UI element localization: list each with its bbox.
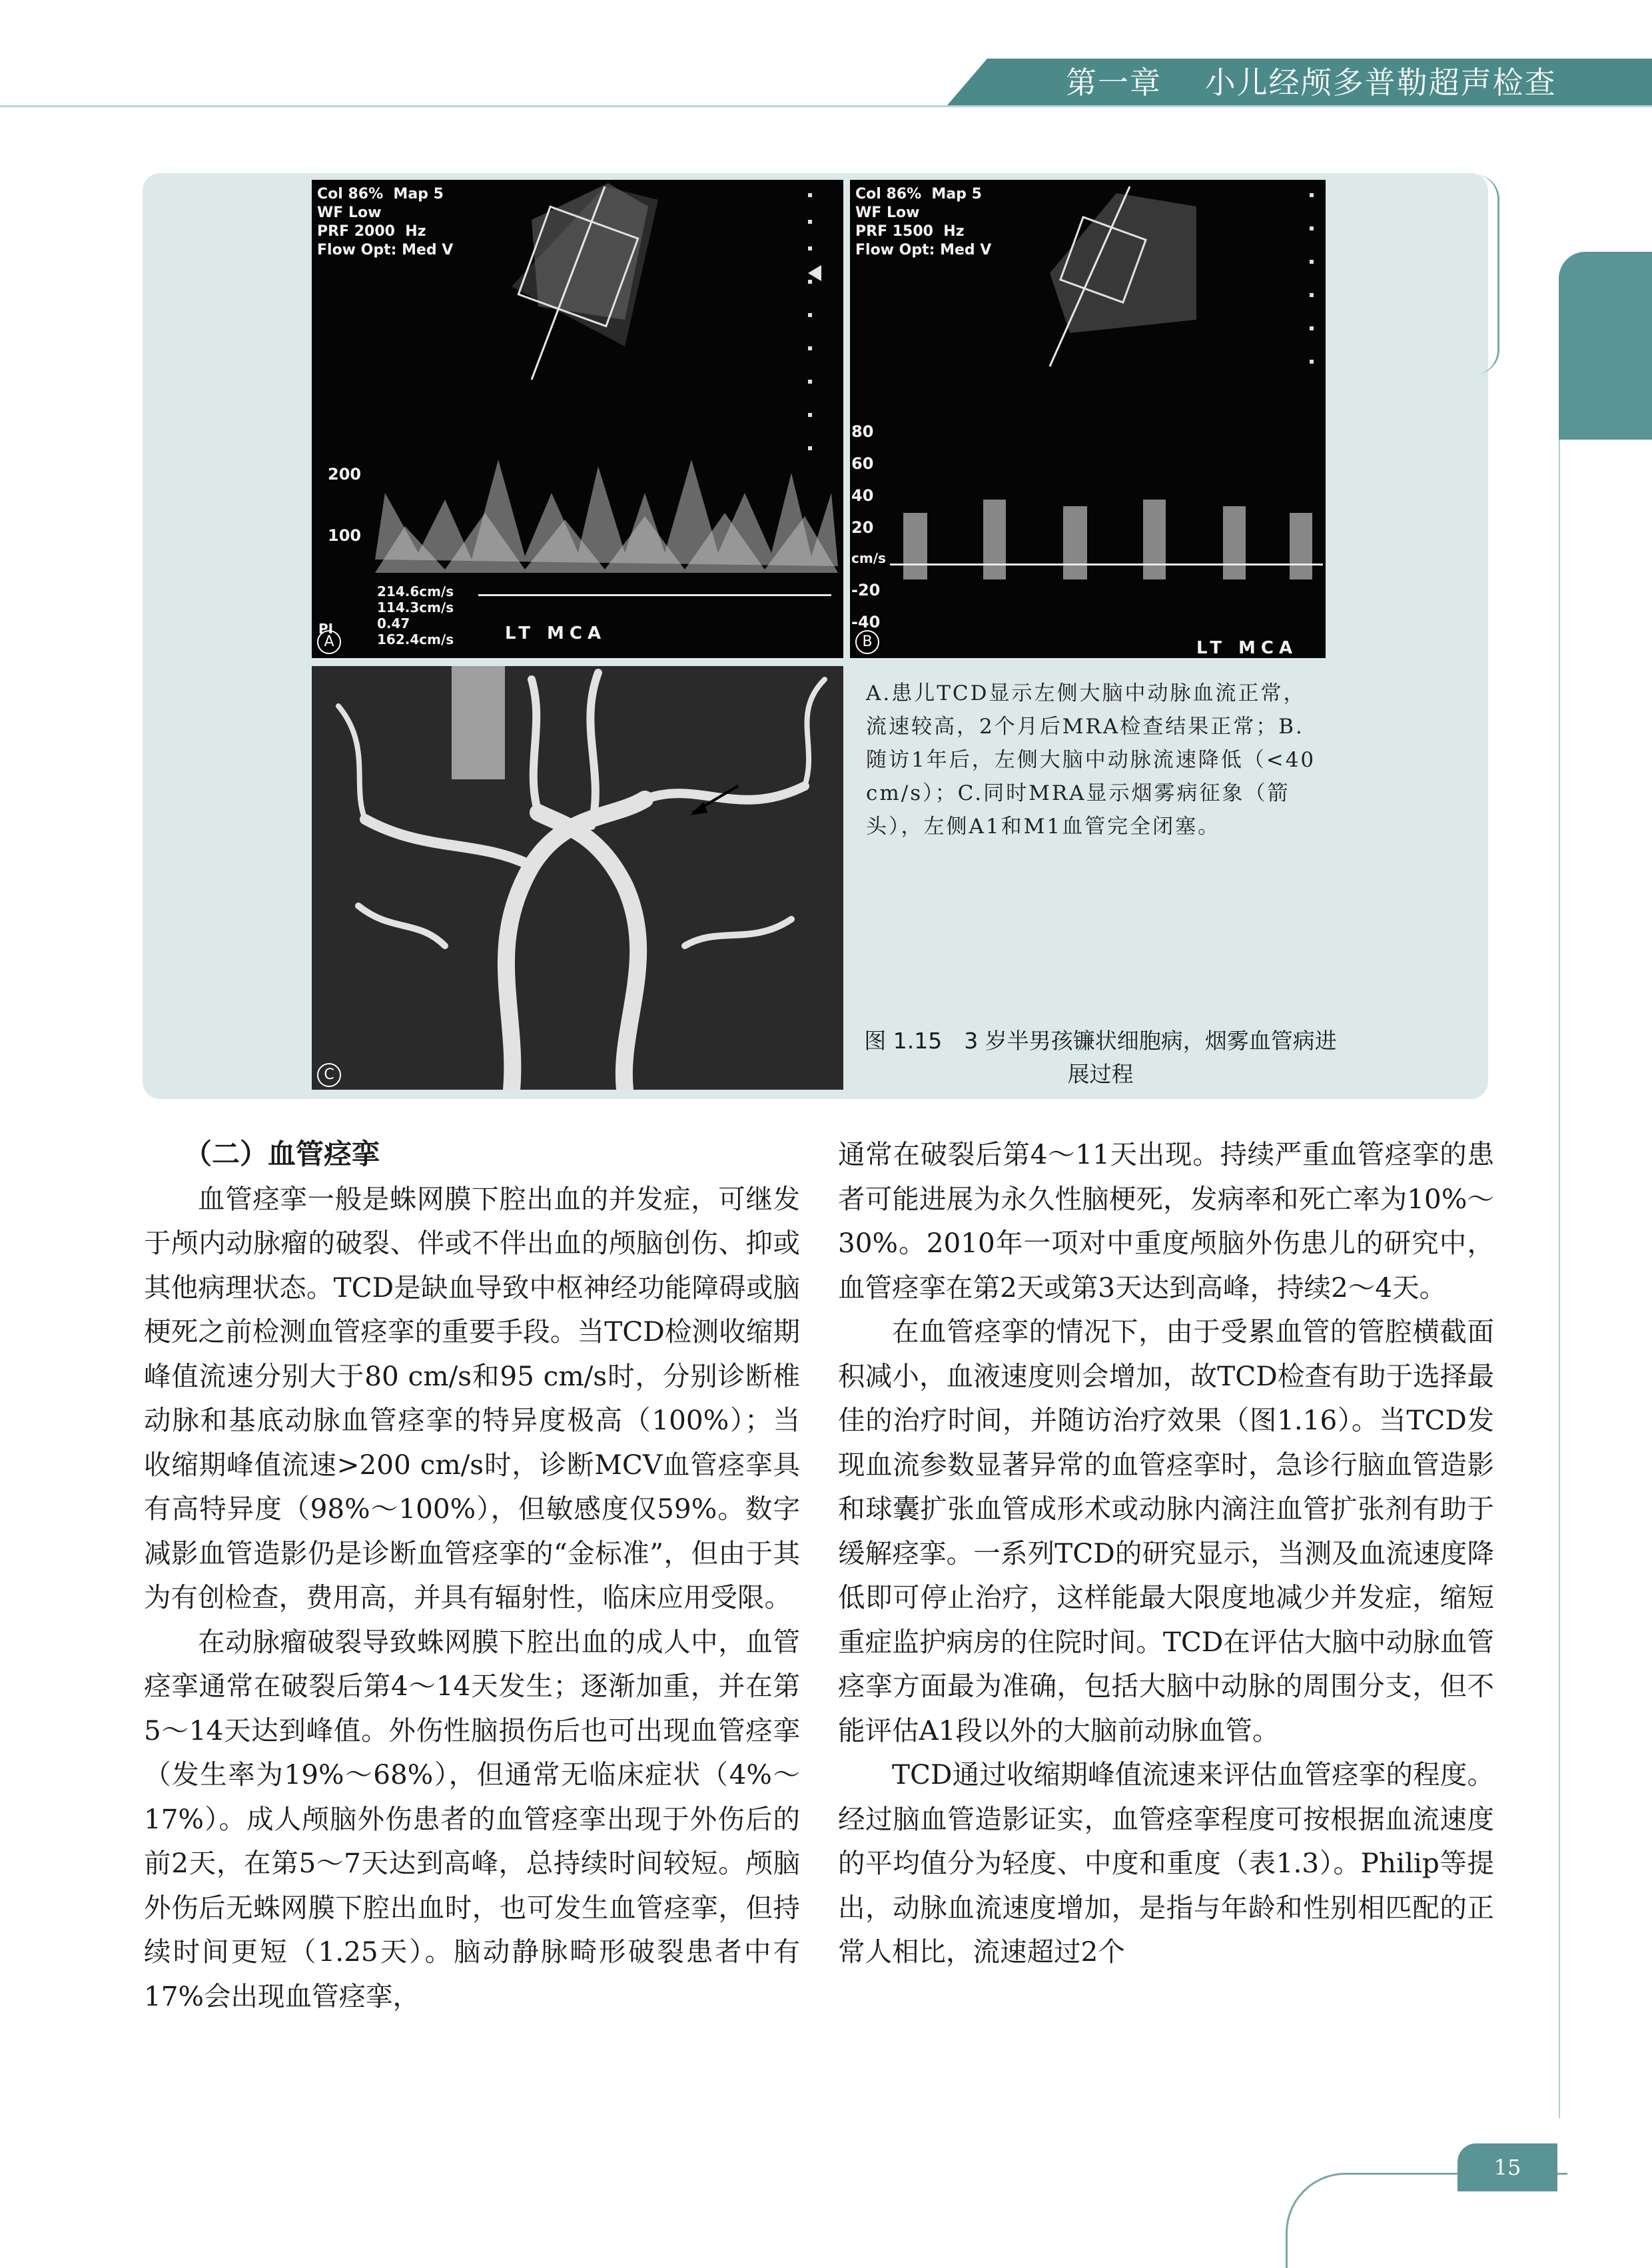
header-rule (0, 105, 1652, 107)
paragraph: TCD通过收缩期峰值流速来评估血管痉挛的程度。经过脑血管造影证实，血管痉挛程度可按根据血流速度的平均值分为轻度、中度和重度（表1.3）。Philip等提出，动脉血流速度增加，是指与年龄和性别相匹配的正常人相比，流速超过2个 (838, 1758, 1494, 1968)
chapter-title: 小儿经颅多普勒超声检查 (1204, 65, 1557, 101)
page-number: 15 (1493, 2155, 1521, 2180)
ultrasound-image-a (312, 180, 843, 658)
ultrasound-image-b (850, 180, 1326, 658)
doppler-baseline-b (890, 564, 1323, 566)
ultrasound-a-measurements: 214.6cm/s 114.3cm/s 0.47 162.4cm/s (377, 583, 454, 647)
scale-tick-b: 40 (851, 486, 874, 505)
paragraph: 血管痉挛一般是蛛网膜下腔出血的并发症，可继发于颅内动脉瘤的破裂、伴或不伴出血的颅脑创伤、抑或其他病理状态。TCD是缺血导致中枢神经功能障碍或脑梗死之前检测血管痉挛的重要手段。当TCD检测收缩期峰值流速分别大于80 cm/s和95 cm/s时，分别诊断椎动脉和基底动脉血管痉挛的特异度极高（100%）；当收缩期峰值流速>200 cm/s时，诊断MCV血管痉挛具有高特异度（98%～100%），但敏感度仅59%。数字减影血管造影仍是诊断血管痉挛的“金标准”，但由于其为有创检查，费用高，并具有辐射性，临床应用受限。 (144, 1182, 800, 1613)
ultrasound-a-settings: Col 86% Map 5 WF Low PRF 2000 Hz Flow Opt: Med V (317, 186, 454, 258)
panel-letter-a: A (317, 630, 341, 654)
scale-tick-b: -40 (851, 613, 881, 631)
scale-tick-b: 80 (851, 422, 874, 441)
section-heading: （二）血管痉挛 (184, 1138, 380, 1170)
ultrasound-b-settings: Col 86% Map 5 WF Low PRF 1500 Hz Flow Opt: Med V (855, 186, 992, 258)
paragraph: 在血管痉挛的情况下，由于受累血管的管腔横截面积减小，血液速度则会增加，故TCD检查有助于选择最佳的治疗时间，并随访治疗效果（图1.16）。当TCD发现血流参数显著异常的血管痉挛时，急诊行脑血管造影和球囊扩张血管成形术或动脉内滴注血管扩张剂有助于缓解痉挛。一系列TCD的研究显示，当测及血流速度降低即可停止治疗，这样能最大限度地减少并发症，缩短重症监护病房的住院时间。TCD在评估大脑中动脉血管痉挛方面最为准确，包括大脑中动脉的周围分支，但不能评估A1段以外的大脑前动脉血管。 (838, 1316, 1494, 1746)
side-tab (1559, 252, 1652, 440)
chapter-label: 第一章 (1066, 65, 1162, 101)
doppler-baseline-a (478, 594, 831, 596)
mra-image-c (312, 666, 843, 1090)
running-header (1066, 61, 1572, 104)
panel-letter-c: C (317, 1063, 341, 1087)
figure-description: A.患儿TCD显示左侧大脑中动脉血流正常，流速较高，2个月后MRA检查结果正常；B.随访1年后，左侧大脑中动脉流速降低（<40 cm/s）；C.同时MRA显示烟雾病征象（箭头），左侧A1和M1血管完全闭塞。 (866, 681, 1316, 839)
paragraph: 在动脉瘤破裂导致蛛网膜下腔出血的成人中，血管痉挛通常在破裂后第4～14天发生；逐渐加重，并在第5～14天达到峰值。外伤性脑损伤后也可出现血管痉挛（发生率为19%～68%），但通常无临床症状（4%～17%）。成人颅脑外伤患者的血管痉挛出现于外伤后的前2天，在第5～7天达到高峰，总持续时间较短。颅脑外伤后无蛛网膜下腔出血时，也可发生血管痉挛，但持续时间更短（1.25天）。脑动静脉畸形破裂患者中有17%会出现血管痉挛， (144, 1625, 800, 2012)
side-rule (1559, 440, 1560, 2118)
panel-letter-b: B (855, 630, 879, 654)
figure-caption: 图 1.15 3 岁半男孩镰状细胞病，烟雾血管病进展过程 (864, 1028, 1337, 1087)
scale-tick-a: 100 (328, 526, 362, 545)
paragraph-continuation: 通常在破裂后第4～11天出现。持续严重血管痉挛的患者可能进展为永久性脑梗死，发病率和死亡率为10%～30%。2010年一项对中重度颅脑外伤患儿的研究中，血管痉挛在第2天或第3天达到高峰，持续2～4天。 (838, 1138, 1494, 1304)
vessel-label-a: LT MCA (505, 623, 607, 643)
scale-tick-b: 20 (851, 518, 874, 537)
vessel-label-b: LT MCA (1196, 638, 1298, 658)
scale-tick-a: 200 (328, 465, 362, 484)
scale-tick-b: -20 (851, 581, 881, 599)
measurement-label-pi: PI (318, 621, 334, 637)
scale-tick-b: cm/s (851, 550, 886, 566)
text-column-right (838, 1132, 1494, 1974)
figure-curl-decoration (1475, 175, 1499, 374)
scale-tick-b: 60 (851, 454, 874, 473)
text-column-left (144, 1132, 800, 2018)
mra-c-graphic (312, 666, 843, 1090)
